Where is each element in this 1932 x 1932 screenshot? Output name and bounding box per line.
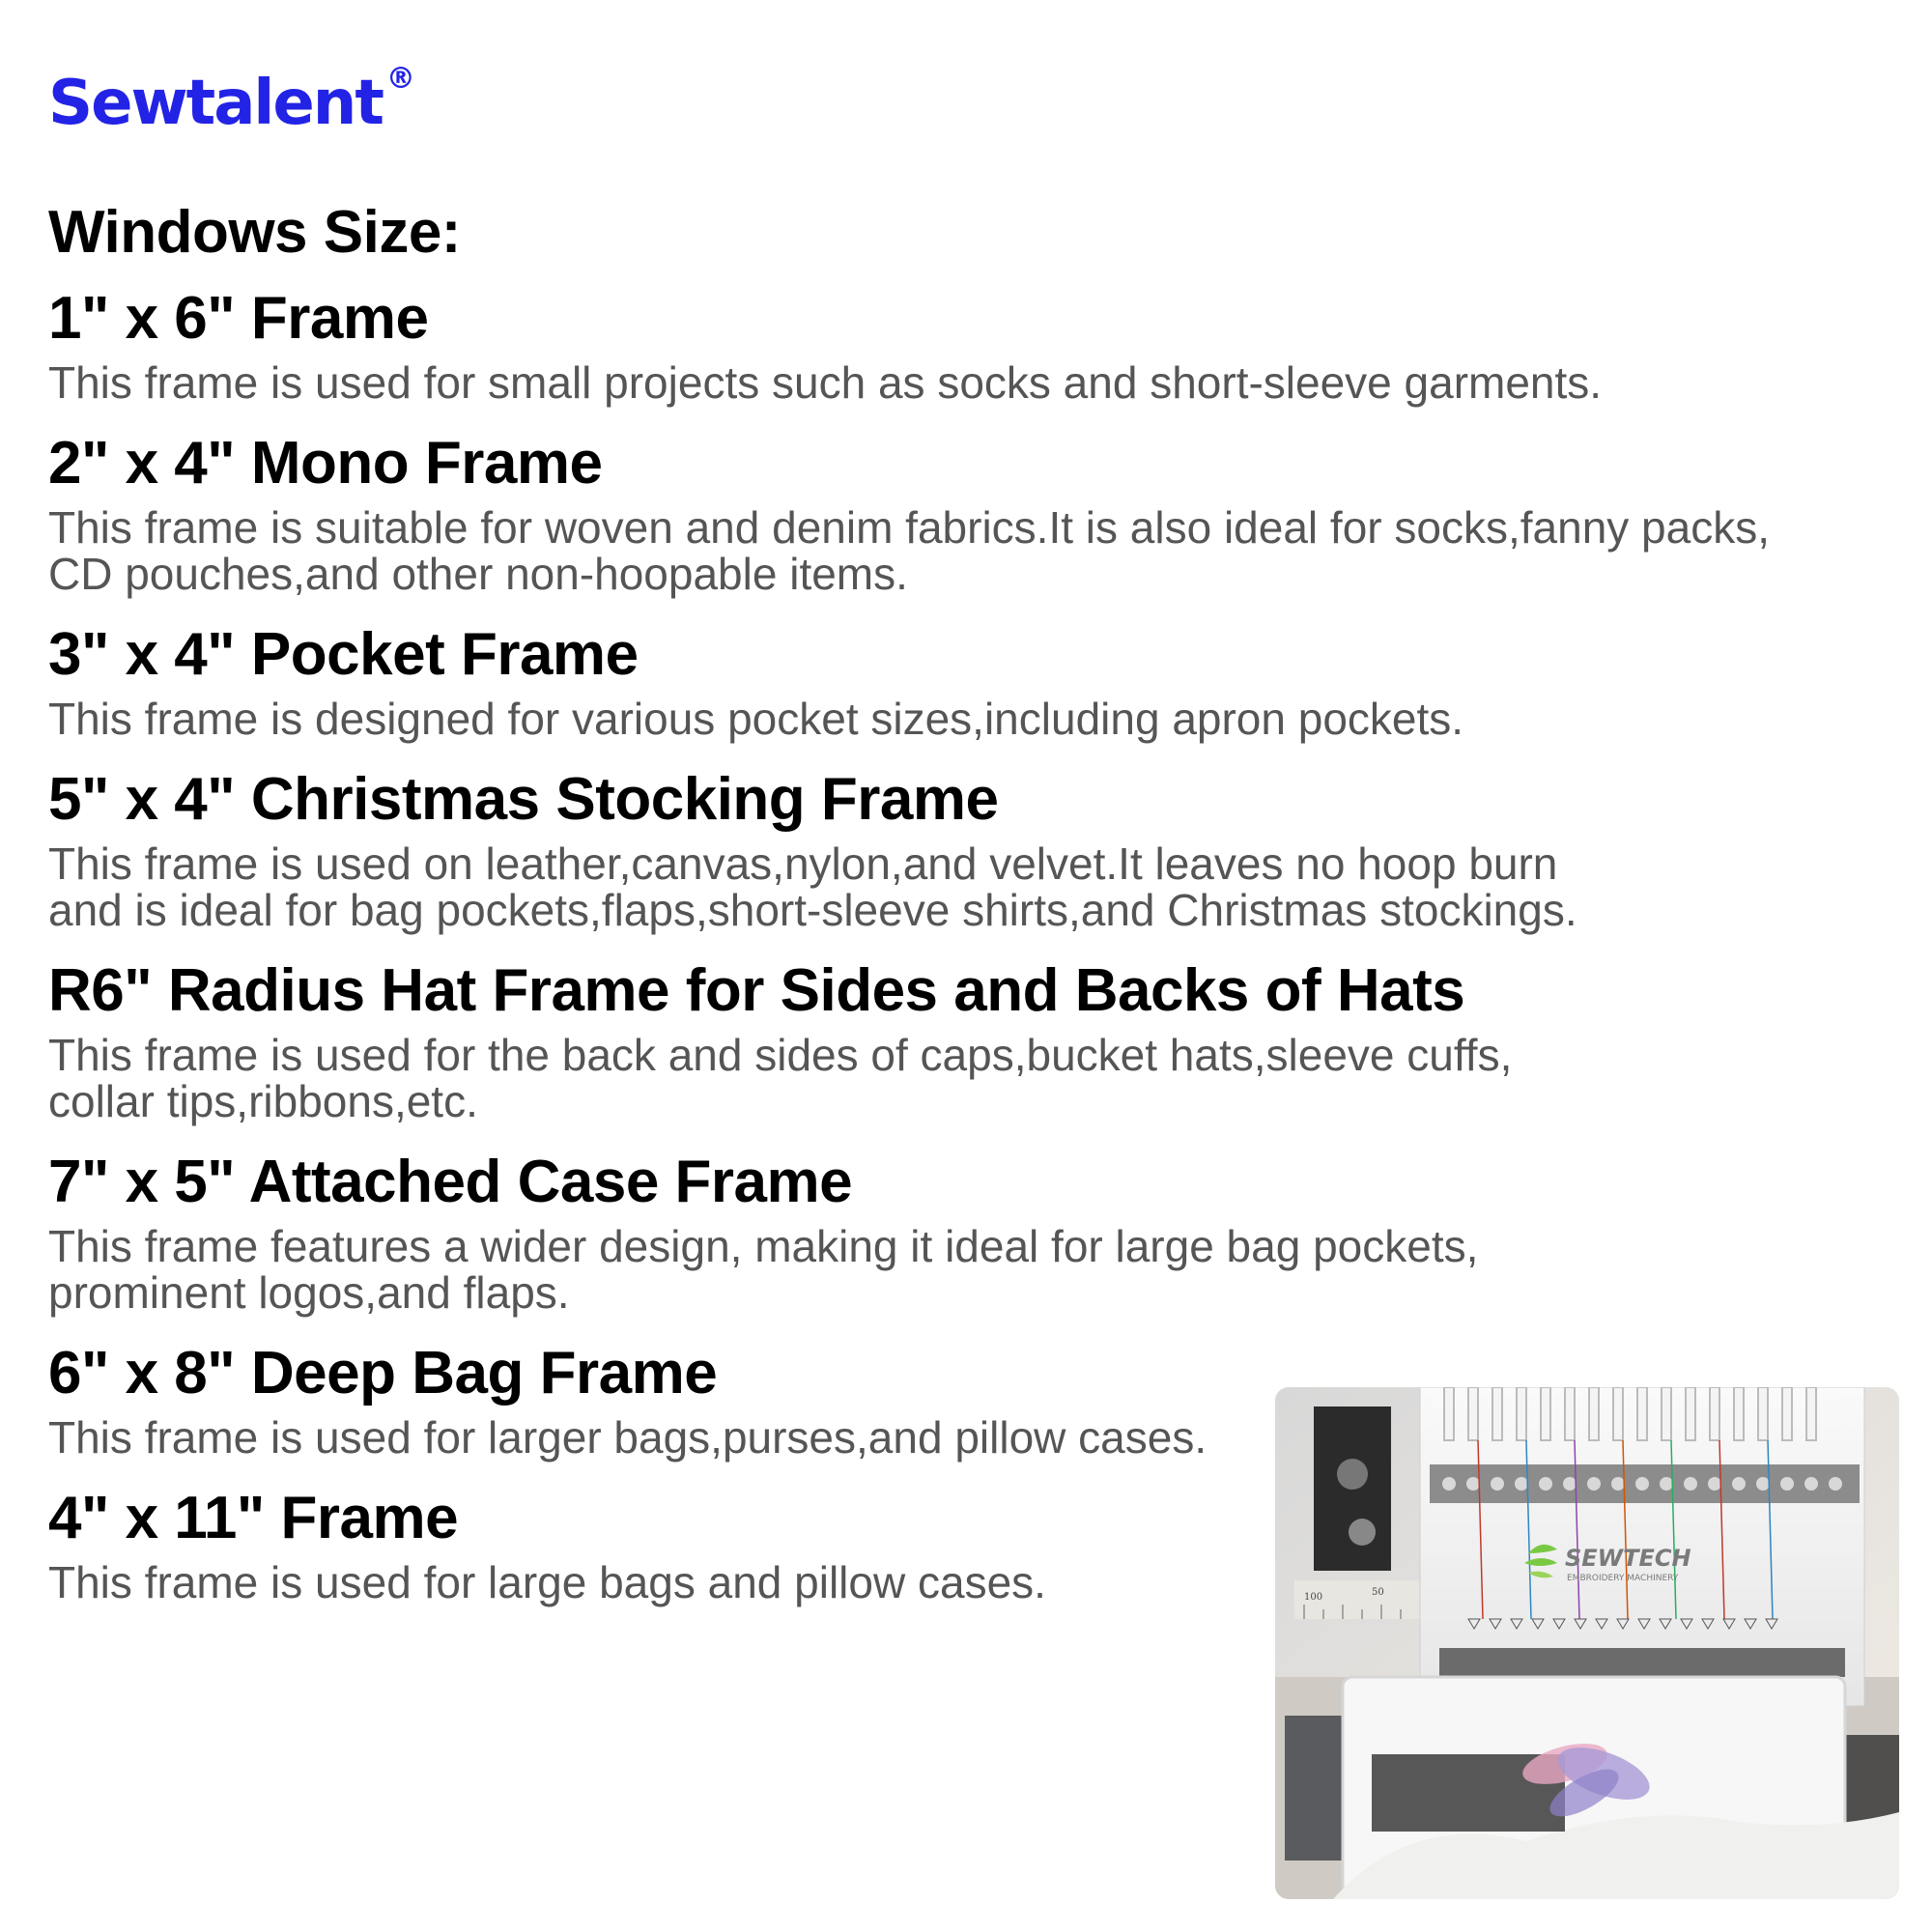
frame-title: R6" Radius Hat Frame for Sides and Backs of Hats <box>48 957 1465 1024</box>
frame-description: This frame is used for small projects such as socks and short-sleeve garments. <box>48 357 1603 408</box>
frame-description: This frame is suitable for woven and denim fabrics.It is also ideal for socks,fanny packs, CD pouches,and other non-hoopable items. <box>48 502 1771 599</box>
frame-description: This frame is used for the back and sides of caps,bucket hats,sleeve cuffs, collar tips,ribbons,etc. <box>48 1030 1513 1126</box>
ruler-label: 50 <box>1372 1587 1384 1598</box>
frame-item <box>48 1146 1884 1316</box>
frame-description: This frame is used for large bags and pillow cases. <box>48 1557 1046 1607</box>
frame-description: This frame is used for larger bags,purses,and pillow cases. <box>48 1412 1208 1463</box>
frame-title: 3" x 4" Pocket Frame <box>48 621 639 688</box>
frame-title: 5" x 4" Christmas Stocking Frame <box>48 766 999 833</box>
embroidery-machine-photo <box>1275 1387 1899 1899</box>
frame-title: 1" x 6" Frame <box>48 285 429 352</box>
frame-title: 6" x 8" Deep Bag Frame <box>48 1340 718 1406</box>
frame-description: This frame is used on leather,canvas,nylon,and velvet.It leaves no hoop burn and is ideal for bag pockets,flaps,short-sleeve shirts,and Christmas stockings. <box>48 838 1577 935</box>
embroidery-machine-illustration <box>1275 1387 1899 1899</box>
ruler-label: 100 <box>1304 1592 1323 1603</box>
brand-name: Sewtalent <box>48 68 383 139</box>
page-heading: Windows Size: <box>48 199 461 266</box>
frame-title: 7" x 5" Attached Case Frame <box>48 1149 853 1215</box>
frame-item <box>48 763 1884 933</box>
frame-item <box>48 427 1884 597</box>
machine-subtitle: EMBROIDERY MACHINERY <box>1567 1574 1679 1583</box>
frame-item <box>48 282 1884 406</box>
machine-brand: SEWTECH <box>1565 1545 1691 1572</box>
frame-description: This frame is designed for various pocket sizes,including apron pockets. <box>48 694 1464 744</box>
frame-title: 2" x 4" Mono Frame <box>48 430 603 497</box>
frame-title: 4" x 11" Frame <box>48 1485 459 1551</box>
registered-mark: ® <box>385 62 413 96</box>
frame-item <box>48 618 1884 742</box>
frame-description: This frame features a wider design, making it ideal for large bag pockets, prominent logos,and flaps. <box>48 1221 1479 1318</box>
brand-logo <box>48 62 413 139</box>
frame-item <box>48 954 1884 1124</box>
